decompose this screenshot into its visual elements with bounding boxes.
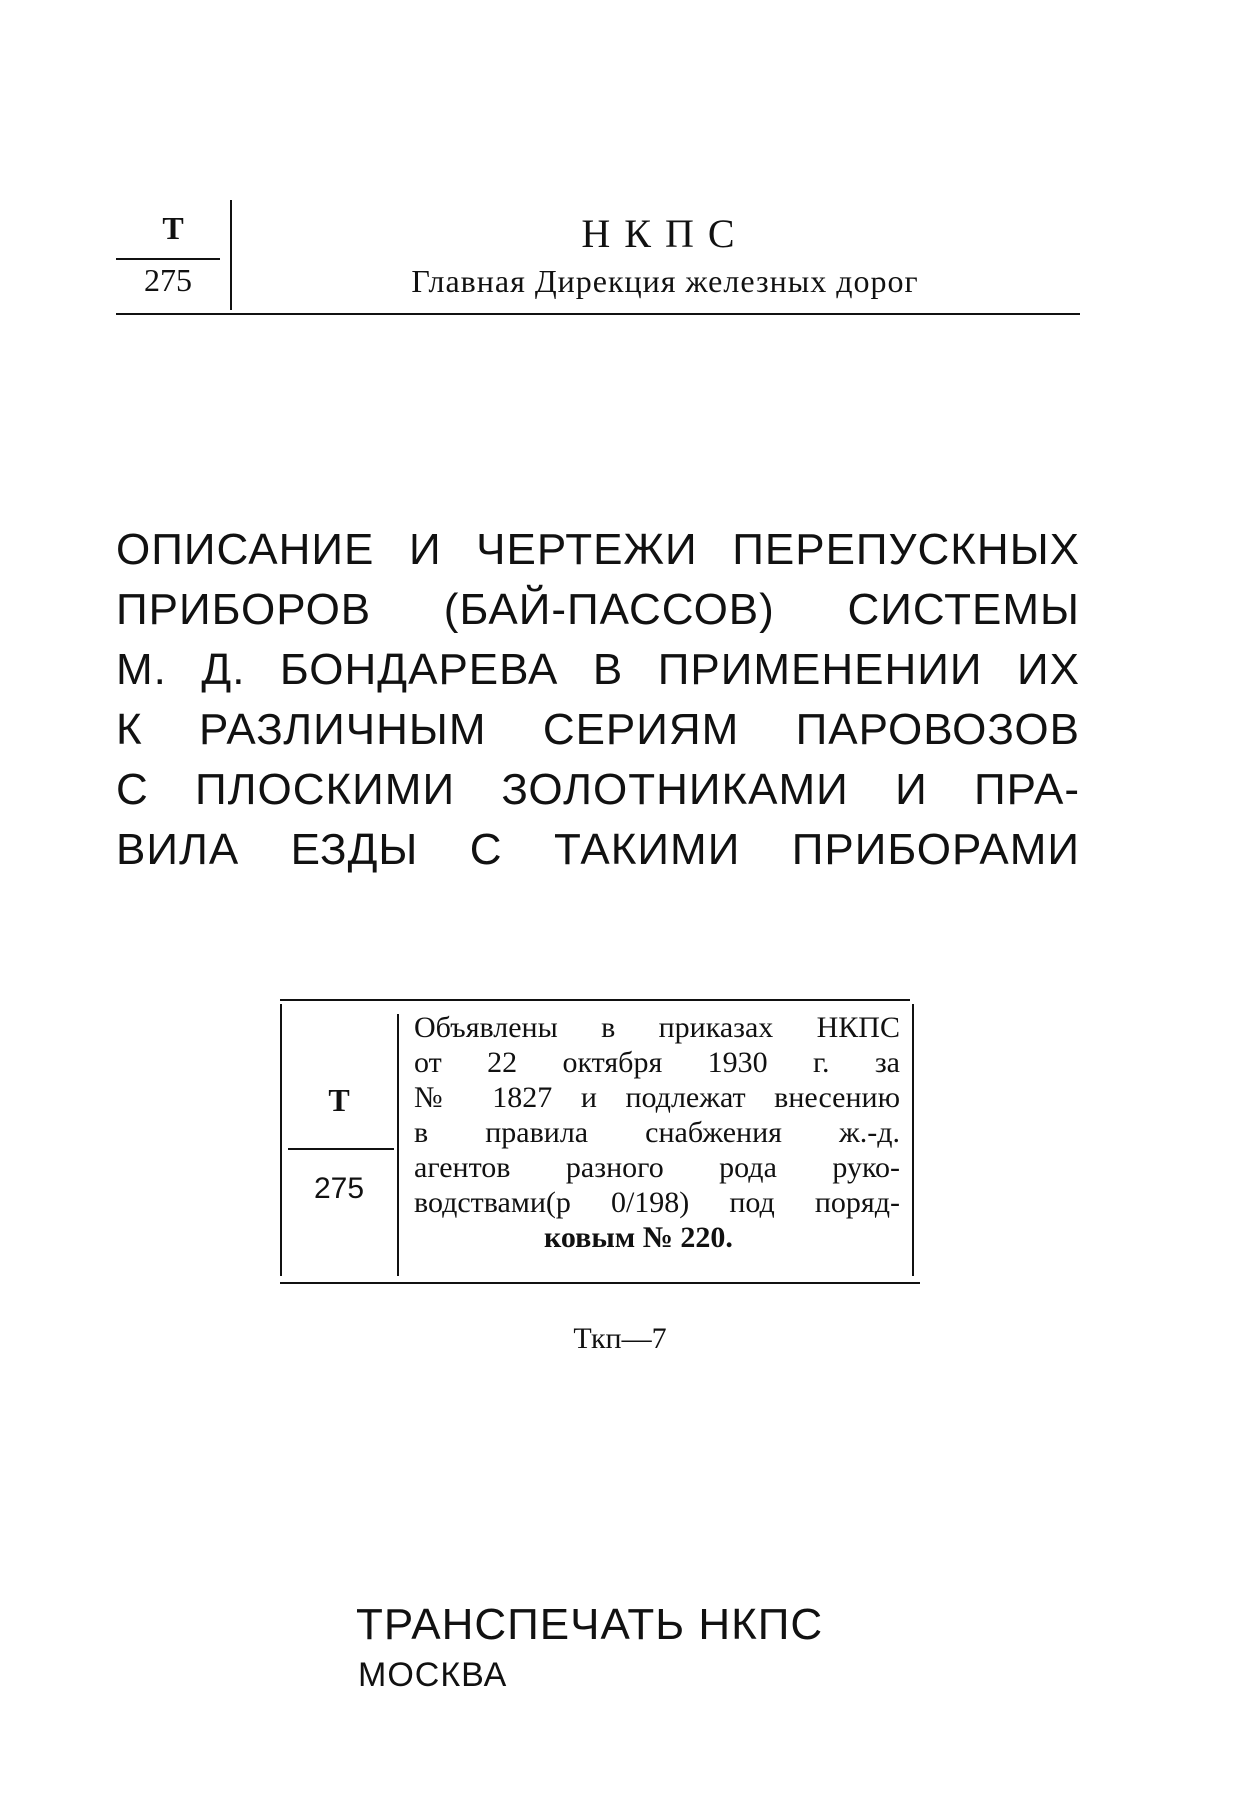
header-rule (116, 313, 1080, 315)
order-box-mid-border (397, 1014, 399, 1276)
order-code-letter: Т (328, 1082, 350, 1118)
order-line: ковым № 220. (544, 1221, 733, 1254)
order-box-top-rule (280, 999, 910, 1001)
header-code-letter: Т (162, 210, 184, 246)
header-code-number: 275 (144, 262, 192, 298)
order-line: в правила снабжения ж.-д. (414, 1116, 900, 1149)
order-line: Объявлены в приказах НКПС (414, 1011, 900, 1044)
org-name: НКПС (581, 211, 749, 256)
order-line: водствами(р 0/198) под поряд- (414, 1186, 900, 1219)
title-line: М. Д. БОНДАРЕВА В ПРИМЕНЕНИИ ИХ (116, 645, 1080, 694)
order-line: от 22 октября 1930 г. за (414, 1046, 900, 1079)
header-code-divider (116, 258, 220, 260)
catalog-code: Ткп—7 (573, 1322, 667, 1355)
org-subtitle: Главная Дирекция железных дорог (411, 263, 919, 299)
title-line: С ПЛОСКИМИ ЗОЛОТНИКАМИ И ПРА- (116, 765, 1080, 814)
document-title (116, 520, 1080, 880)
order-line: № 1827 и подлежат внесению (414, 1081, 900, 1114)
title-line: ВИЛА ЕЗДЫ С ТАКИМИ ПРИБОРАМИ (116, 825, 1080, 874)
order-box-right-border (912, 1004, 914, 1276)
order-line: агентов разного рода руко- (414, 1151, 900, 1184)
title-line: ОПИСАНИЕ И ЧЕРТЕЖИ ПЕРЕПУСКНЫХ (116, 525, 1080, 574)
publisher-name: ТРАНСПЕЧАТЬ НКПС (356, 1600, 824, 1649)
order-announcement-text (414, 1010, 900, 1255)
order-code-number: 275 (313, 1172, 365, 1205)
header-code-box (116, 200, 232, 310)
title-line: ПРИБОРОВ (БАЙ-ПАССОВ) СИСТЕМЫ (116, 585, 1080, 634)
order-box-bottom-rule (280, 1282, 920, 1284)
order-box-left-border (280, 1004, 282, 1276)
title-line: К РАЗЛИЧНЫМ СЕРИЯМ ПАРОВОЗОВ (116, 705, 1080, 754)
order-code-divider (288, 1148, 394, 1150)
publisher-city: МОСКВА (358, 1656, 508, 1694)
